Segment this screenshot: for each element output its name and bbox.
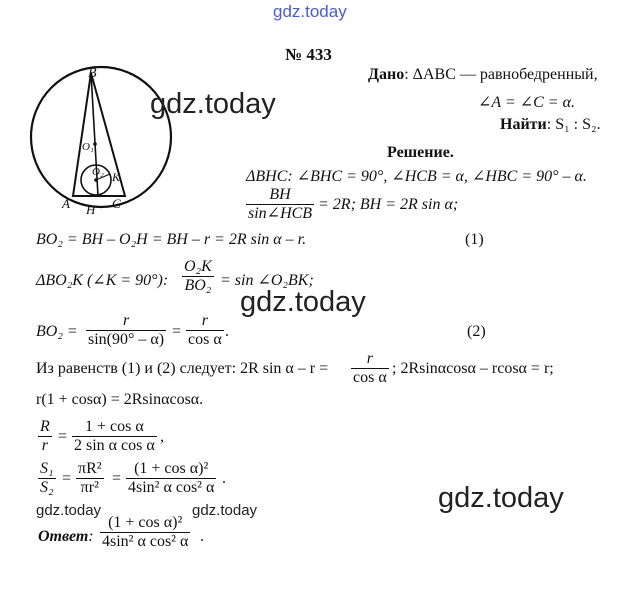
fraction-r-cos-2 [351,350,389,387]
fraction-r-sin [86,312,166,349]
watermark-small-left: gdz.today [36,502,102,519]
point-o2 [94,178,98,182]
fraction-numerator: BH [246,186,314,205]
fraction-numerator: S₁ [40,460,54,477]
equals-sign: = [112,470,122,487]
fraction-numerator: r [86,312,166,331]
answer-label: Ответ: [38,528,94,545]
fraction-denominator: r [41,437,48,454]
period: . [200,528,204,545]
equals-sign: = [62,470,72,487]
label-k: K [112,170,121,184]
fraction-denominator: sin∠HCB [248,205,313,222]
equals-sign: = [172,323,182,340]
label-o1: O₁ [82,141,94,153]
given-text: : ΔABC — равнобедренный, [404,66,598,83]
geometry-figure [28,62,178,212]
fraction-s1-s2 [38,460,56,497]
problem-number: № 433 [285,45,332,64]
solution-line-4-prefix: ΔBO₂K (∠K = 90°): [36,272,169,289]
given-label: Дано [368,66,405,83]
fraction-numerator: 1 + cos α [72,418,157,437]
label-o2: O₂ [92,166,104,178]
period: . [225,323,229,340]
fraction-denominator: πr² [80,479,99,496]
fraction-numerator: O₂K [184,258,212,275]
fraction-bh-sin [246,186,314,223]
watermark-mid-1: gdz.today [150,88,276,120]
fraction-numerator: πR² [78,460,102,477]
label-b: B [88,66,97,81]
fraction-cos-ratio [72,418,157,455]
solution-line-2: = 2R; BH = 2R sin α; [318,196,459,213]
solution-line-4-rest: = sin ∠O₂BK; [220,272,314,289]
solution-line-3: BO₂ = BH – O₂H = BH – r = 2R sin α – r. [36,231,307,248]
fraction-denominator: sin(90° – α) [88,331,165,348]
fraction-denominator: BO₂ [184,277,212,294]
watermark-small-mid: gdz.today [192,502,258,519]
fraction-denominator: cos α [188,331,222,348]
fraction-denominator: cos α [353,369,387,386]
given-angles: ∠A = ∠C = α. [478,94,575,111]
solution-line-6-prefix: Из равенств (1) и (2) следует: 2R sin α – r = [36,360,329,377]
solution-line-7: r(1 + cosα) = 2Rsinαcosα. [36,391,204,408]
label-a: A [62,196,70,211]
solution-line-6-rest: ; 2Rsinαcosα – rcosα = r; [392,360,554,377]
fraction-numerator: R [40,418,50,435]
fraction-r-ratio [38,418,52,455]
fraction-numerator: r [351,350,389,369]
fraction-denominator: 4sin² α cos² α [128,479,215,496]
equation-marker-2: (2) [467,323,486,340]
label-c: C [112,196,121,211]
equation-marker-1: (1) [465,231,484,248]
fraction-r-cos [186,312,224,349]
fraction-numerator: r [186,312,224,331]
solution-heading: Решение. [387,144,454,161]
fraction-o2k-bo2 [182,258,214,295]
period: . [222,470,226,487]
fraction-numerator: (1 + cos α)² [100,514,190,533]
fraction-numerator: (1 + cos α)² [126,460,216,479]
given-line [368,66,598,84]
solution-line-1: ΔBHC: ∠BHC = 90°, ∠HCB = α, ∠HBC = 90° – α. [246,168,587,185]
fraction-denominator: 4sin² α cos² α [102,533,189,550]
find-text: : S₁ : S₂. [546,116,601,133]
fraction-area-ratio [76,460,104,497]
fraction-denominator: 2 sin α cos α [74,437,155,454]
comma: , [160,428,164,445]
find-label: Найти [500,116,547,133]
fraction-denominator: S₂ [40,479,54,496]
label-h: H [86,202,96,217]
watermark-mid-2: gdz.today [240,286,366,318]
watermark-bottom-right: gdz.today [438,482,564,514]
fraction-answer [100,514,190,551]
fraction-result [126,460,216,497]
equals-sign: = [58,428,68,445]
watermark-top: gdz.today [273,2,347,21]
solution-line-5-prefix: BO₂ = [36,323,78,340]
find-line [500,116,601,134]
answer-label-text: Ответ [38,528,89,545]
